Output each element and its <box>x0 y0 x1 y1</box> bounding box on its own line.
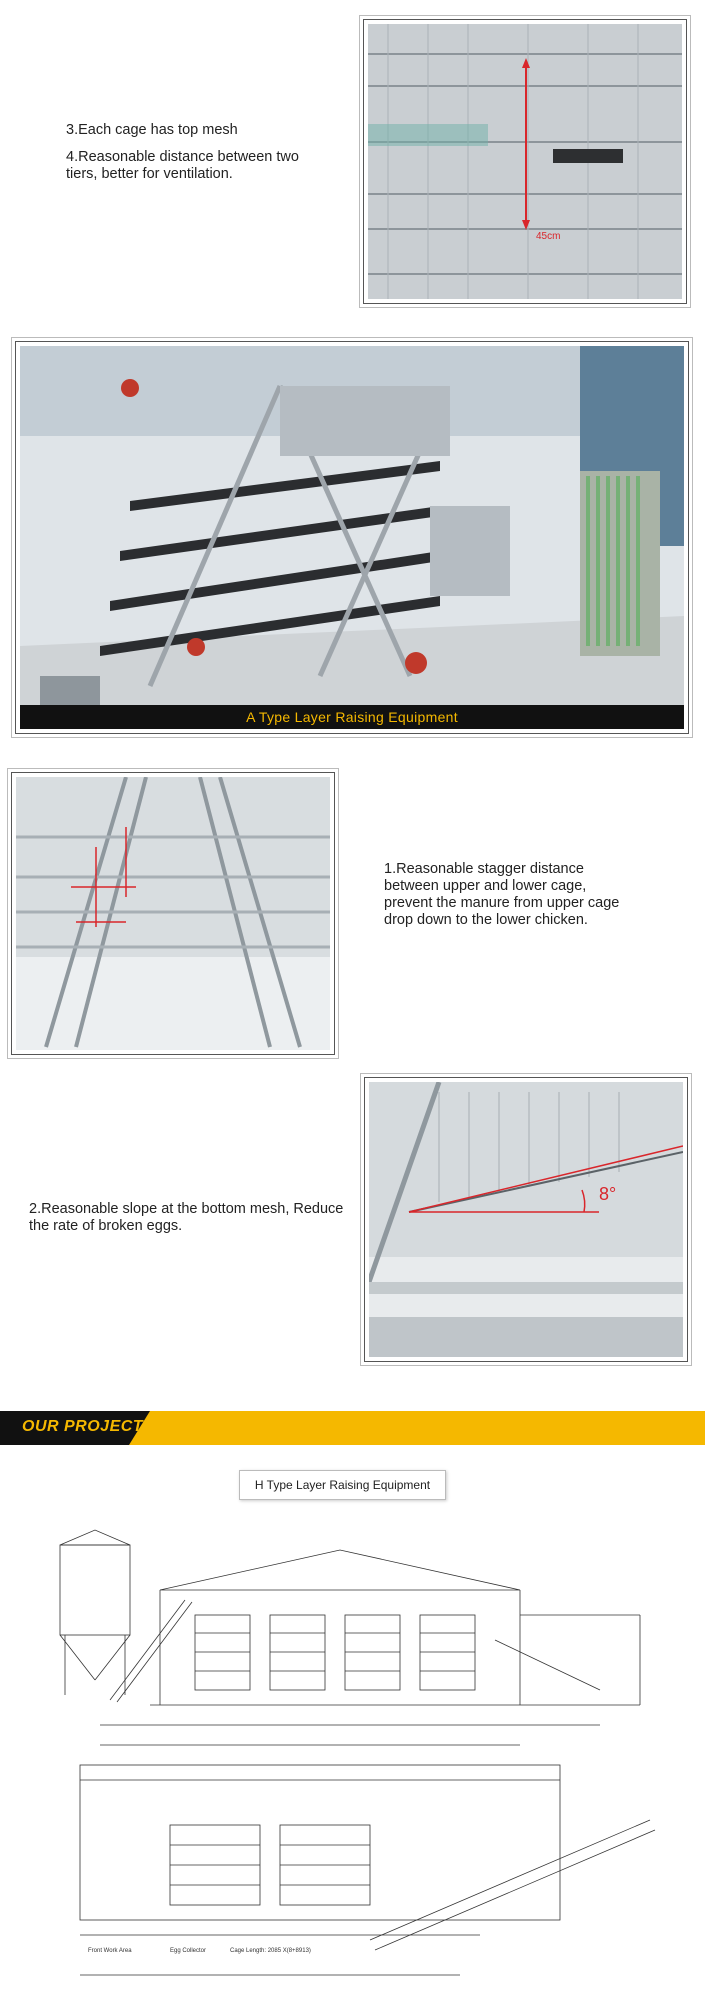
top-mesh-text: 3.Each cage has top mesh <box>66 122 238 138</box>
slope-text: 2.Reasonable slope at the bottom mesh, Reduce the rate of broken eggs. <box>29 1201 344 1234</box>
h-type-drawings <box>40 1520 680 1990</box>
stagger-photo-drawing <box>16 777 330 1050</box>
slope-photo <box>364 1077 688 1362</box>
a-type-banner <box>15 341 689 734</box>
front-work-area-label: Front Work Area <box>88 1948 132 1954</box>
top-mesh-photo-drawing <box>368 24 682 299</box>
angle-label: 8° <box>599 1184 617 1204</box>
banner-caption: A Type Layer Raising Equipment <box>20 705 684 729</box>
tier-distance-text: 4.Reasonable distance between two tiers, better for ventilation. <box>66 149 299 182</box>
distance-label: 45cm <box>536 231 561 242</box>
our-project-bar <box>0 1411 705 1445</box>
egg-collector-label: Egg Collector <box>170 1948 207 1954</box>
top-mesh-description <box>66 122 316 193</box>
our-project-heading: OUR PROJECT <box>22 1418 144 1435</box>
drawing-title: H Type Layer Raising Equipment <box>239 1470 446 1500</box>
stagger-photo <box>11 772 335 1055</box>
slope-description <box>29 1201 349 1245</box>
top-mesh-photo <box>363 19 687 304</box>
slope-photo-drawing <box>369 1082 683 1357</box>
stagger-text: 1.Reasonable stagger distance between upper and lower cage, prevent the manure from upper cage drop down to the lower chicken. <box>384 861 620 928</box>
cage-length-label: Cage Length: 2085 X(8+8913) <box>230 1948 311 1954</box>
a-type-photo-drawing <box>20 346 684 729</box>
stagger-description <box>384 861 634 939</box>
